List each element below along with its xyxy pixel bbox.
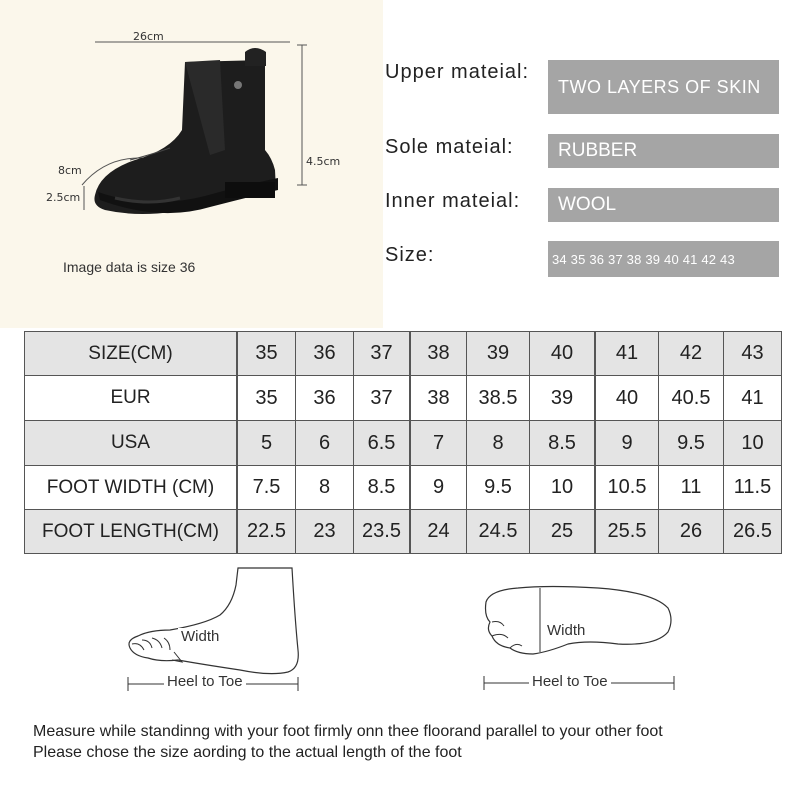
table-cell: 9.5 [467, 466, 530, 510]
height-dimension-label: 4.5cm [306, 155, 341, 168]
row-header: FOOT LENGTH(CM) [25, 510, 238, 554]
measure-instruction: Measure while standinng with your foot firmly onn thee floorand parallel to your other foot [33, 723, 663, 740]
table-cell: 7.5 [237, 466, 296, 510]
row-header: SIZE(CM) [25, 332, 238, 376]
table-cell: 23.5 [354, 510, 411, 554]
table-cell: 10.5 [595, 466, 659, 510]
table-row-foot-length [25, 510, 782, 554]
table-cell: 8.5 [354, 466, 411, 510]
table-cell: 24.5 [467, 510, 530, 554]
width-dimension-label: 26cm [133, 30, 164, 43]
size-range-value: 34 35 36 37 38 39 40 41 42 43 [548, 241, 779, 277]
table-cell: 9 [595, 421, 659, 466]
table-cell: 6.5 [354, 421, 411, 466]
side-heel-to-toe-label: Heel to Toe [164, 673, 246, 690]
table-cell: 8 [296, 466, 354, 510]
inner-material-label: Inner mateial: [385, 190, 521, 212]
side-width-label: Width [178, 628, 222, 645]
table-cell: 43 [724, 332, 782, 376]
table-cell: 26.5 [724, 510, 782, 554]
table-cell: 35 [237, 332, 296, 376]
table-cell: 10 [724, 421, 782, 466]
table-cell: 22.5 [237, 510, 296, 554]
row-header: EUR [25, 376, 238, 421]
table-cell: 11 [659, 466, 724, 510]
table-cell: 25.5 [595, 510, 659, 554]
table-cell: 24 [410, 510, 467, 554]
table-cell: 9.5 [659, 421, 724, 466]
size-instruction: Please chose the size aording to the actual length of the foot [33, 744, 462, 761]
table-cell: 39 [530, 376, 596, 421]
table-cell: 9 [410, 466, 467, 510]
table-cell: 37 [354, 376, 411, 421]
opening-dimension-label: 8cm [58, 164, 82, 177]
table-cell: 40.5 [659, 376, 724, 421]
sole-material-value: RUBBER [548, 134, 779, 168]
table-cell: 11.5 [724, 466, 782, 510]
table-cell: 42 [659, 332, 724, 376]
table-cell: 5 [237, 421, 296, 466]
table-cell: 40 [530, 332, 596, 376]
table-cell: 41 [724, 376, 782, 421]
table-cell: 37 [354, 332, 411, 376]
heel-dimension-label: 2.5cm [46, 191, 81, 204]
table-cell: 38 [410, 376, 467, 421]
product-photo-panel [0, 0, 383, 328]
table-cell: 8.5 [530, 421, 596, 466]
size-label: Size: [385, 244, 435, 266]
table-cell: 25 [530, 510, 596, 554]
table-cell: 36 [296, 376, 354, 421]
table-cell: 7 [410, 421, 467, 466]
size-chart-table [24, 331, 782, 554]
sole-heel-to-toe-label: Heel to Toe [529, 673, 611, 690]
sole-material-label: Sole mateial: [385, 136, 514, 158]
table-cell: 35 [237, 376, 296, 421]
table-row-usa [25, 421, 782, 466]
table-cell: 38 [410, 332, 467, 376]
table-cell: 26 [659, 510, 724, 554]
table-row-size [25, 332, 782, 376]
table-row-eur [25, 376, 782, 421]
image-size-caption: Image data is size 36 [63, 259, 196, 275]
upper-material-value: TWO LAYERS OF SKIN [548, 60, 779, 114]
table-cell: 38.5 [467, 376, 530, 421]
table-cell: 10 [530, 466, 596, 510]
table-cell: 41 [595, 332, 659, 376]
table-cell: 36 [296, 332, 354, 376]
upper-material-label: Upper mateial: [385, 61, 530, 83]
table-cell: 6 [296, 421, 354, 466]
table-cell: 8 [467, 421, 530, 466]
table-cell: 40 [595, 376, 659, 421]
row-header: FOOT WIDTH (CM) [25, 466, 238, 510]
inner-material-value: WOOL [548, 188, 779, 222]
table-cell: 23 [296, 510, 354, 554]
sole-width-label: Width [544, 622, 588, 639]
table-cell: 39 [467, 332, 530, 376]
table-row-foot-width [25, 466, 782, 510]
row-header: USA [25, 421, 238, 466]
